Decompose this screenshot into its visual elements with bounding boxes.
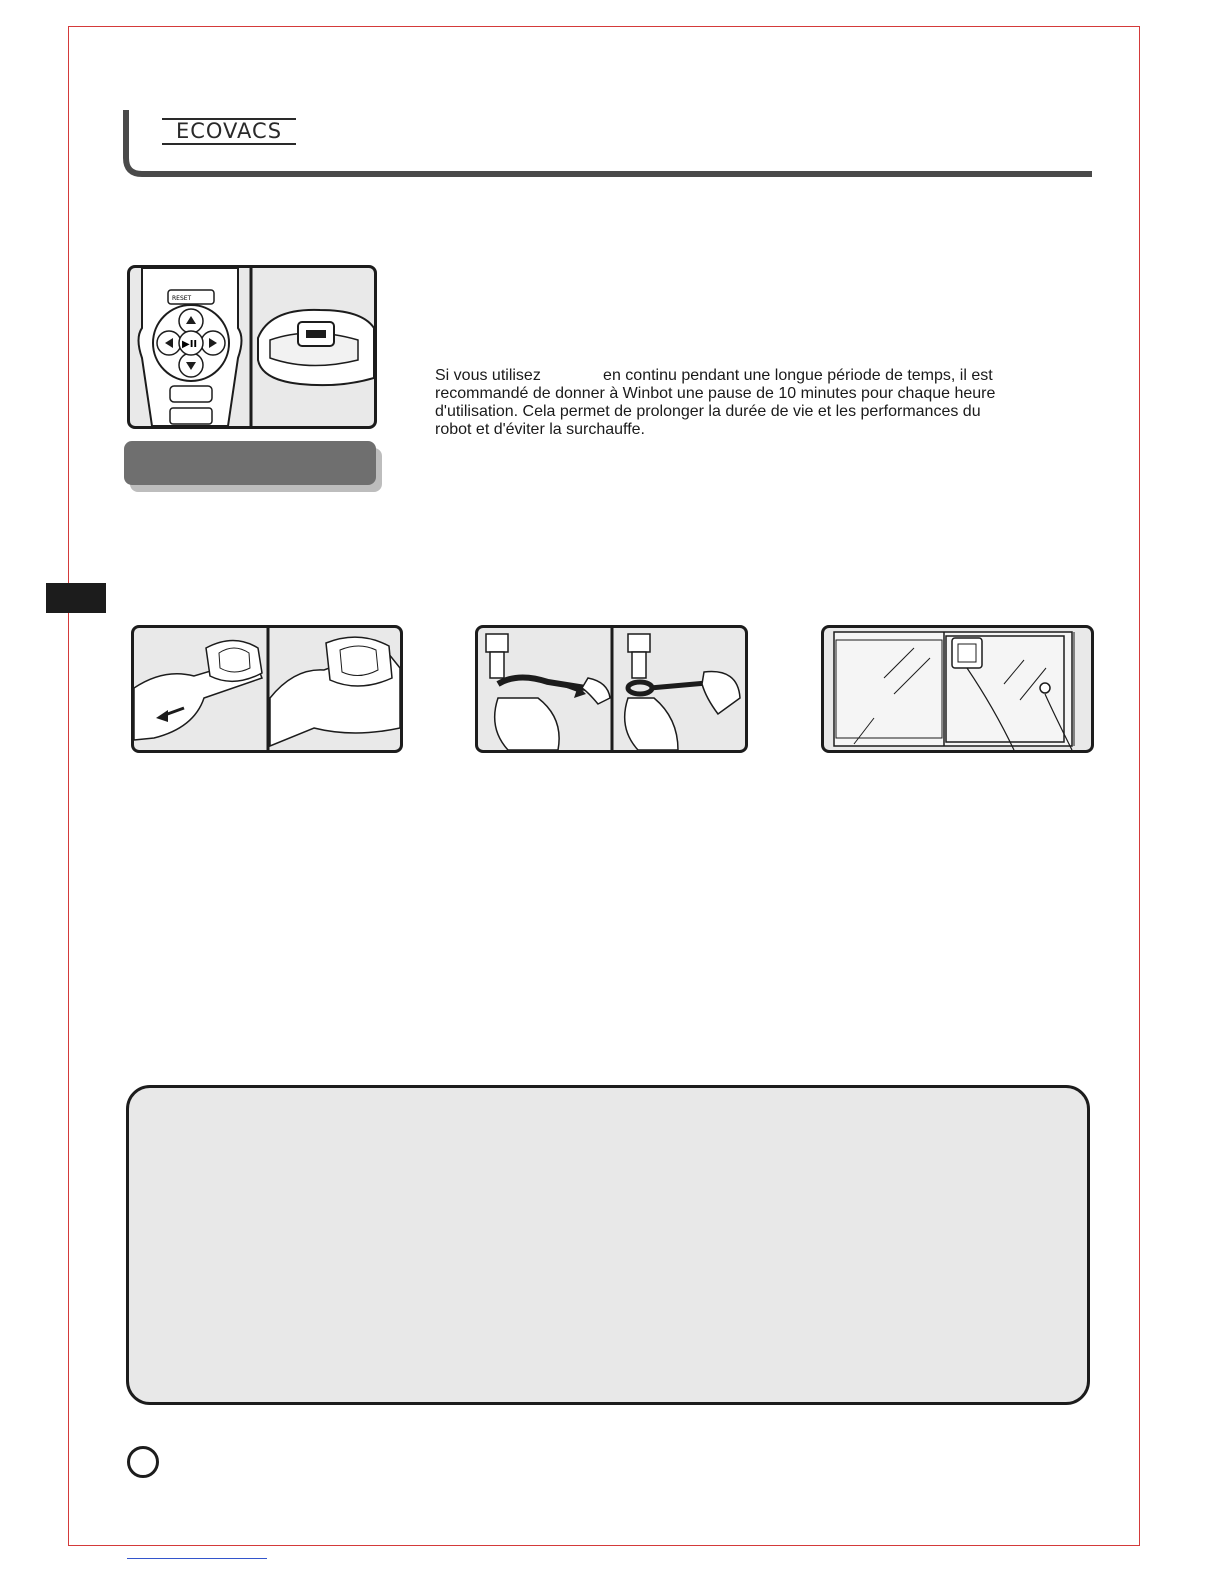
logo-bottom-line xyxy=(162,143,296,145)
cleaning-pad-removal-illustration xyxy=(131,625,403,753)
note-box xyxy=(126,1085,1090,1405)
footer-link-underline xyxy=(127,1558,267,1559)
reset-button-label: RESET xyxy=(172,295,192,302)
paragraph-line: d'utilisation. Cela permet de prolonger la durée de vie et les performances du xyxy=(435,403,981,420)
play-pause-label: ▶II xyxy=(182,339,198,350)
logo-text: ECOVACS xyxy=(175,119,283,143)
section-side-tab xyxy=(46,583,106,613)
page-number-circle xyxy=(127,1446,159,1478)
paragraph-line: Si vous utilisez en continu pendant une longue période de temps, il est xyxy=(435,367,993,384)
grey-caption-bar xyxy=(124,441,376,485)
ecovacs-logo xyxy=(162,118,296,146)
paragraph-line: robot et d'éviter la surchauffe. xyxy=(435,421,645,438)
paragraph-line: recommandé de donner à Winbot une pause de 10 minutes pour chaque heure xyxy=(435,385,996,402)
window-placement-illustration xyxy=(821,625,1094,753)
intro-paragraph xyxy=(435,367,1075,439)
remote-control-illustration xyxy=(127,265,377,429)
safety-tether-illustration xyxy=(475,625,748,753)
